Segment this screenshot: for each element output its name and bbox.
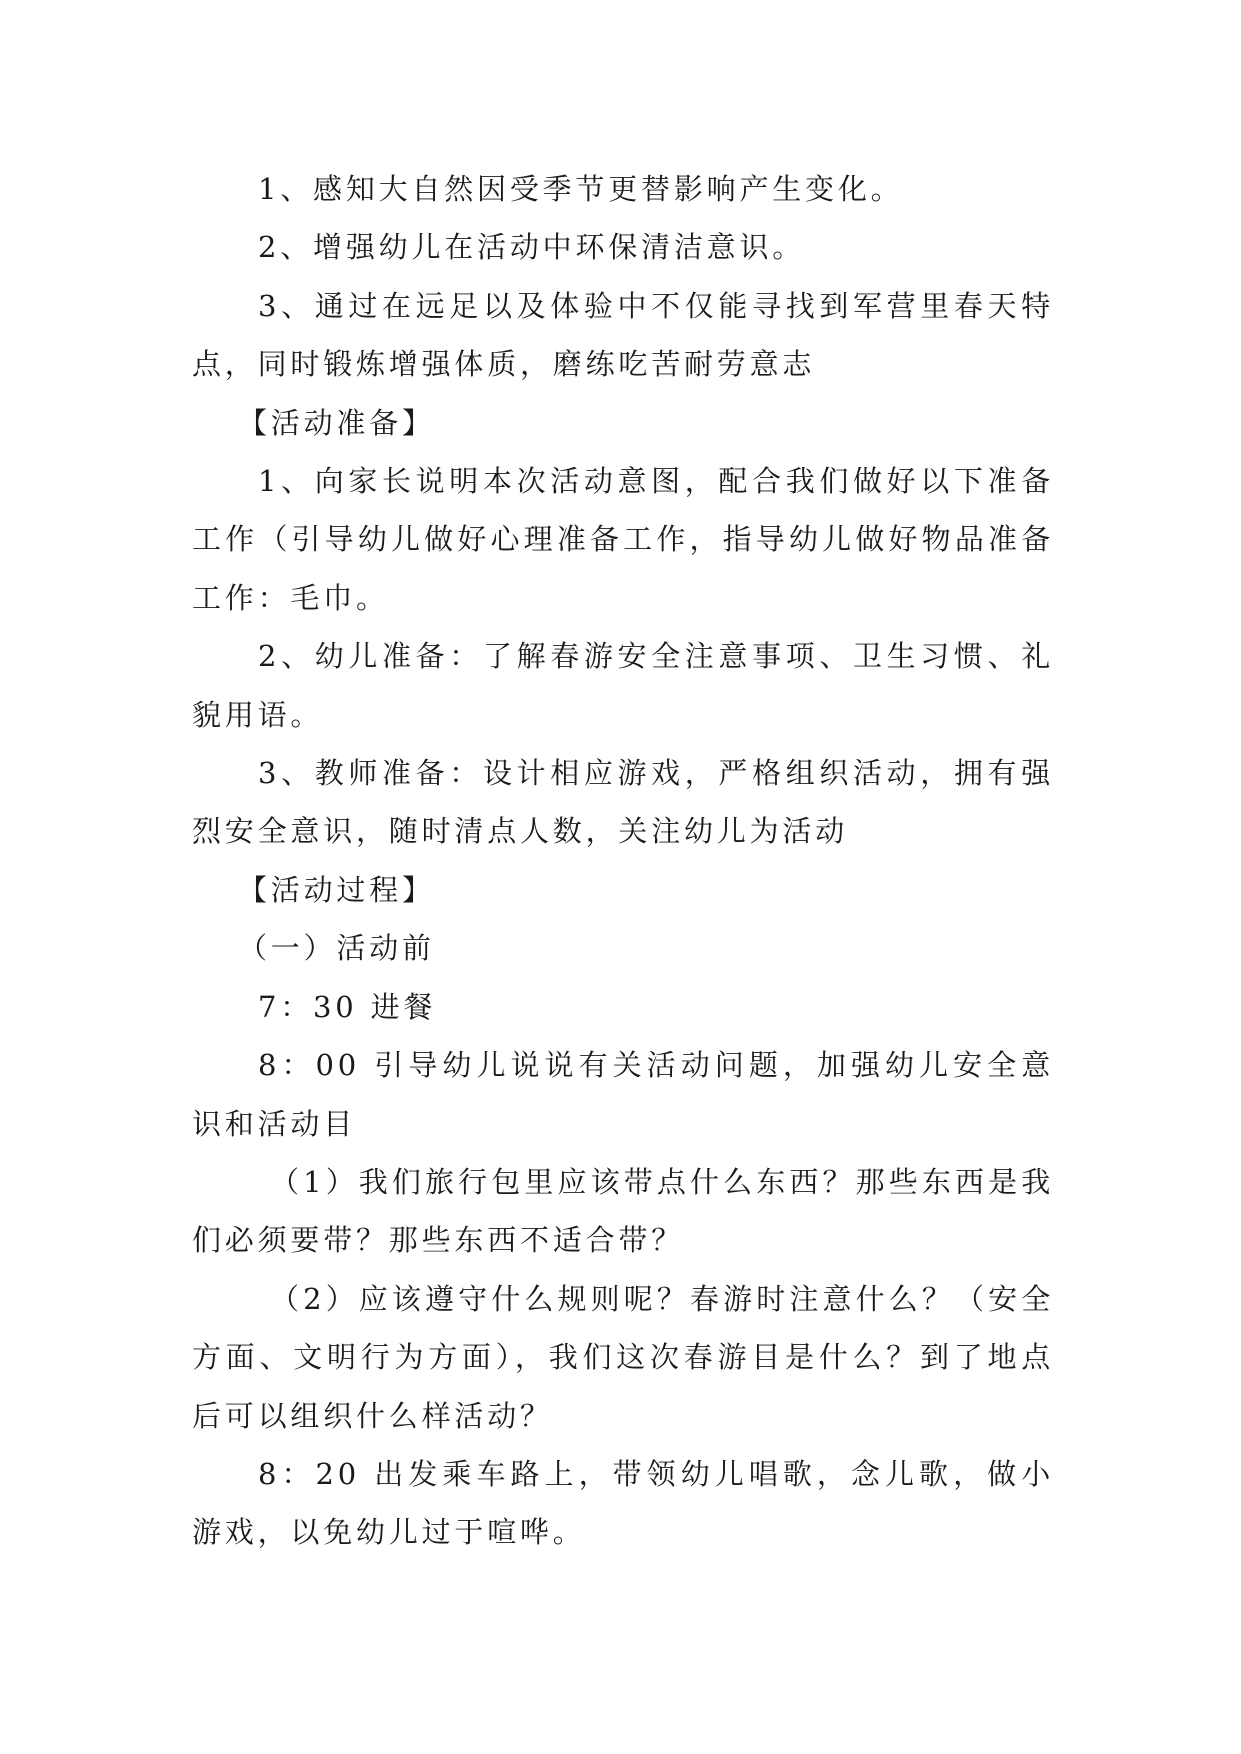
document-body bbox=[192, 160, 1054, 1562]
section-heading-activity-process: 【活动过程】 bbox=[238, 872, 435, 907]
paragraph-question-2: （2）应该遵守什么规则呢？春游时注意什么？（安全方面、文明行为方面），我们这次春游目是什么？到了地点后可以组织什么样活动？ bbox=[192, 1281, 1054, 1433]
paragraph-preparation-3: 3、教师准备：设计相应游戏，严格组织活动，拥有强烈安全意识，随时清点人数，关注幼儿为活动 bbox=[192, 756, 1054, 849]
subheading-before-activity: （一）活动前 bbox=[238, 931, 435, 966]
paragraph-preparation-1: 1、向家长说明本次活动意图，配合我们做好以下准备工作（引导幼儿做好心理准备工作，指导幼儿做好物品准备工作：毛巾。 bbox=[192, 464, 1054, 615]
paragraph-preparation-2: 2、幼儿准备：了解春游安全注意事项、卫生习惯、礼貌用语。 bbox=[192, 639, 1054, 732]
paragraph-question-1: （1）我们旅行包里应该带点什么东西？那些东西是我们必须要带？那些东西不适合带？ bbox=[192, 1164, 1054, 1258]
paragraph-goal-1: 1、感知大自然因受季节更替影响产生变化。 bbox=[258, 172, 904, 206]
paragraph-time-0730: 7：30 进餐 bbox=[258, 989, 437, 1024]
paragraph-goal-3: 3、通过在远足以及体验中不仅能寻找到军营里春天特点，同时锻炼增强体质，磨练吃苦耐劳意志 bbox=[192, 288, 1054, 382]
paragraph-time-0820: 8：20 出发乘车路上，带领幼儿唱歌，念儿歌，做小游戏，以免幼儿过于喧哗。 bbox=[192, 1456, 1054, 1550]
section-heading-activity-preparation: 【活动准备】 bbox=[238, 405, 435, 440]
paragraph-goal-2: 2、增强幼儿在活动中环保清洁意识。 bbox=[258, 230, 806, 265]
paragraph-time-0800: 8：00 引导幼儿说说有关活动问题，加强幼儿安全意识和活动目 bbox=[192, 1048, 1054, 1141]
